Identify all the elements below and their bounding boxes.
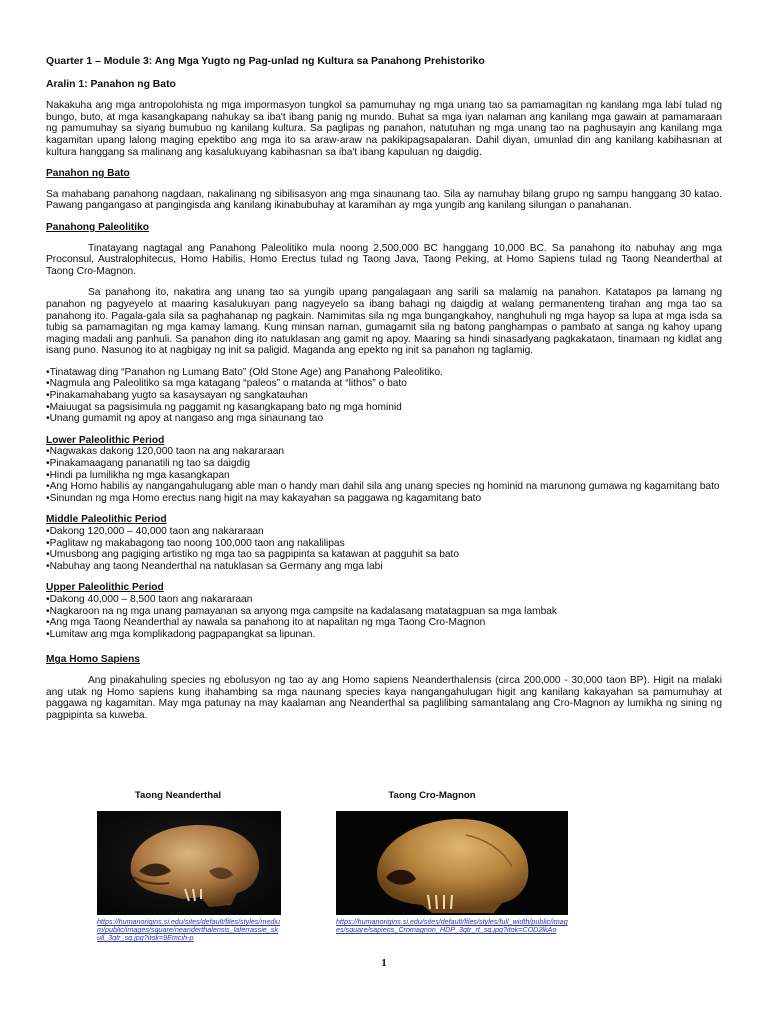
heading-middle-paleolithic: Middle Paleolithic Period (46, 514, 167, 526)
list-item: • Tinatawag ding “Panahon ng Lumang Bato” (Old Stone Age) ang Panahong Paleolitiko. (46, 367, 722, 379)
homo-sapiens-paragraph: Ang pinakahuling species ng ebolusyon ng tao ay ang Homo sapiens Neanderthalensis (circa 200,000 - 30,000 taon BP). Higit na malaki ang utak ng Homo sapiens kung ihahambing sa mga naunang species kaya nangangahulugan higit ang kanilang kakayahan sa pamumuhay at paggawa ng kagamitan. May mga patunay na may kaalaman ang Neanderthal sa paglilibing samantalang ang Cro-Magnon ay lumikha ng sining ng pagpipinta sa kuweba. (46, 674, 722, 721)
heading-panahon-ng-bato: Panahon ng Bato (46, 168, 130, 180)
list-item: • Dakong 40,000 – 8,500 taon ang nakararaan (46, 594, 722, 606)
list-item: • Umusbong ang pagiging artistiko ng mga tao sa pagpipinta sa katawan at pagguhit sa bato (46, 549, 722, 561)
lesson-title: Aralin 1: Panahon ng Bato (46, 78, 176, 90)
list-item: • Paglitaw ng makabagong tao noong 100,000 taon ang nakalilipas (46, 538, 722, 550)
heading-upper-paleolithic: Upper Paleolithic Period (46, 582, 164, 594)
figure-caption: Taong Neanderthal (134, 790, 222, 801)
heading-paleolitiko: Panahong Paleolitiko (46, 221, 150, 233)
list-item: • Sinundan ng mga Homo erectus nang higit na may kakayahan sa paggawa ng kagamitang bato (46, 493, 722, 505)
heading-lower-paleolithic: Lower Paleolithic Period (46, 434, 165, 446)
paleolitiko-paragraph-1: Tinatayang nagtagal ang Panahong Paleolitiko mula noong 2,500,000 BC hanggang 10,000 BC. Sa panahong ito nabuhay ang mga Proconsul, Australophitecus, Homo Habilis, Homo Erectus tulad ng Taong Java, Taong Peking, at Homo Sapiens tulad ng Taong Neanderthal at Taong Cro-Magnon. (46, 242, 722, 277)
list-item: • Pinakamahabang yugto sa kasaysayan ng sangkatauhan (46, 390, 722, 402)
figure-cro-magnon (336, 790, 568, 934)
upper-paleolithic-list (46, 594, 722, 640)
list-item: • Ang mga Taong Neanderthal ay nawala sa panahong ito at napalitan ng mga Taong Cro-Magnon (46, 617, 722, 629)
figure-source-link[interactable]: https://humanorigins.si.edu/sites/default/files/styles/medium/public/images/square/neanderthalensis_laferrassie_skull_3qtr_sq.jpg?itok=9Emcih-p (97, 917, 280, 943)
heading-homo-sapiens: Mga Homo Sapiens (46, 654, 140, 666)
cro-magnon-skull-image (336, 811, 568, 915)
figure-neanderthal (97, 790, 281, 943)
list-item: • Nagmula ang Paleolitiko sa mga katagang “paleos” o matanda at “lithos” o bato (46, 378, 722, 390)
lower-paleolithic-list (46, 446, 722, 504)
list-item: • Lumitaw ang mga komplikadong pagpapangkat sa lipunan. (46, 629, 722, 641)
module-title: Quarter 1 – Module 3: Ang Mga Yugto ng Pag-unlad ng Kultura sa Panahong Prehistoriko (46, 56, 485, 67)
paleolitiko-bullet-list (46, 367, 722, 425)
list-item: • Nagwakas dakong 120,000 taon na ang nakararaan (46, 446, 722, 458)
document-page (46, 56, 722, 731)
figure-source-link[interactable]: https://humanorigins.si.edu/sites/default/files/styles/full_width/public/images/square/sapiens_Cromagnon_HDP_3qtr_rt_sq.jpg?itok=COD2lkAo (336, 917, 568, 935)
list-item: • Nabuhay ang taong Neanderthal na natuklasan sa Germany ang mga labi (46, 561, 722, 573)
paleolitiko-paragraph-2: Sa panahong ito, nakatira ang unang tao sa yungib upang pangalagaan ang sarili sa malamig na panahon. Katatapos pa lamang ng panahon ng pagyeyelo at maaring kasalukuyan pang nagyeyelo sa ibang bahagi ng daigdig at walang permanenteng tirahan ang mga tao sa panahong ito. Pagala-gala sila sa paghahanap ng pagkain. Namimitas sila ng mga bungangkahoy, nanghuhuli ng mga hayop sa lupa at mga isda sa tubig sa pamamagitan ng mga kamay lamang. Kung minsan naman, gumagamit sila ng batong panghampas o pambato at sanga ng kahoy upang maging madali ang panhuli. Sa panahon ding ito natuklasan ang gamit ng apoy. Maaring sa hindi sinasadyang pagkakataon, tinamaan ng kidlat ang isang puno. Nasunog ito at nagbigay ng init sa paligid. Maganda ang epekto ng init sa panahon ng taglamig. (46, 287, 722, 357)
list-item: • Unang gumamit ng apoy at nangaso ang mga sinaunang tao (46, 413, 722, 425)
middle-paleolithic-list (46, 526, 722, 572)
neanderthal-skull-image (97, 811, 281, 915)
list-item: • Dakong 120,000 – 40,000 taon ang nakararaan (46, 526, 722, 538)
page-number: 1 (381, 957, 387, 969)
figures-row (0, 790, 768, 970)
list-item: • Pinakamaagang pananatili ng tao sa daigdig (46, 458, 722, 470)
panahon-ng-bato-paragraph: Sa mahabang panahong nagdaan, nakalinang ng sibilisasyon ang mga sinaunang tao. Sila ay namuhay bilang grupo ng sampu hanggang 30 katao. Pawang pangangaso at pangingisda ang kanilang ikinabubuhay at karamihan ay mga yungib ang kanilang silungan o panahanan. (46, 188, 722, 212)
list-item: • Hindi pa lumilikha ng mga kasangkapan (46, 470, 722, 482)
figure-caption: Taong Cro-Magnon (388, 790, 476, 801)
list-item: • Ang Homo habilis ay nangangahulugang able man o handy man dahil sila ang unang species ng hominid na marunong gumawa ng kagamitang bato (46, 481, 722, 493)
list-item: • Maiuugat sa pagsisimula ng paggamit ng kasangkapang bato ng mga hominid (46, 402, 722, 414)
intro-paragraph: Nakakuha ang mga antropolohista ng mga impormasyon tungkol sa pamumuhay ng mga unang tao sa pamamagitan ng kanilang mga labí tulad ng bungo, buto, at mga kasangkapang nahukay sa iba't ibang panig ng mundo. Buhat sa mga iyan nalaman ang kanilang mga gawain at pamamaraan ng pamumuhay sa siyang bumubuo ng kanilang kultura. Sa paglipas ng panahon, natutuhan ng mga unang tao na paghusayin ang kanilang mga kagamitan upang lalong maging epektibo ang mga ito sa araw-araw na pakikipagsapalaran. Dahil diyan, umunlad din ang kanilang kabihasnan at kultura hanggang sa malinang ang kasalukuyang kabihasnan sa iba't ibang kapuluan ng daigdig. (46, 100, 722, 158)
list-item: • Nagkaroon na ng mga unang pamayanan sa anyong mga campsite na kadalasang matatagpuan sa mga lambak (46, 606, 722, 618)
